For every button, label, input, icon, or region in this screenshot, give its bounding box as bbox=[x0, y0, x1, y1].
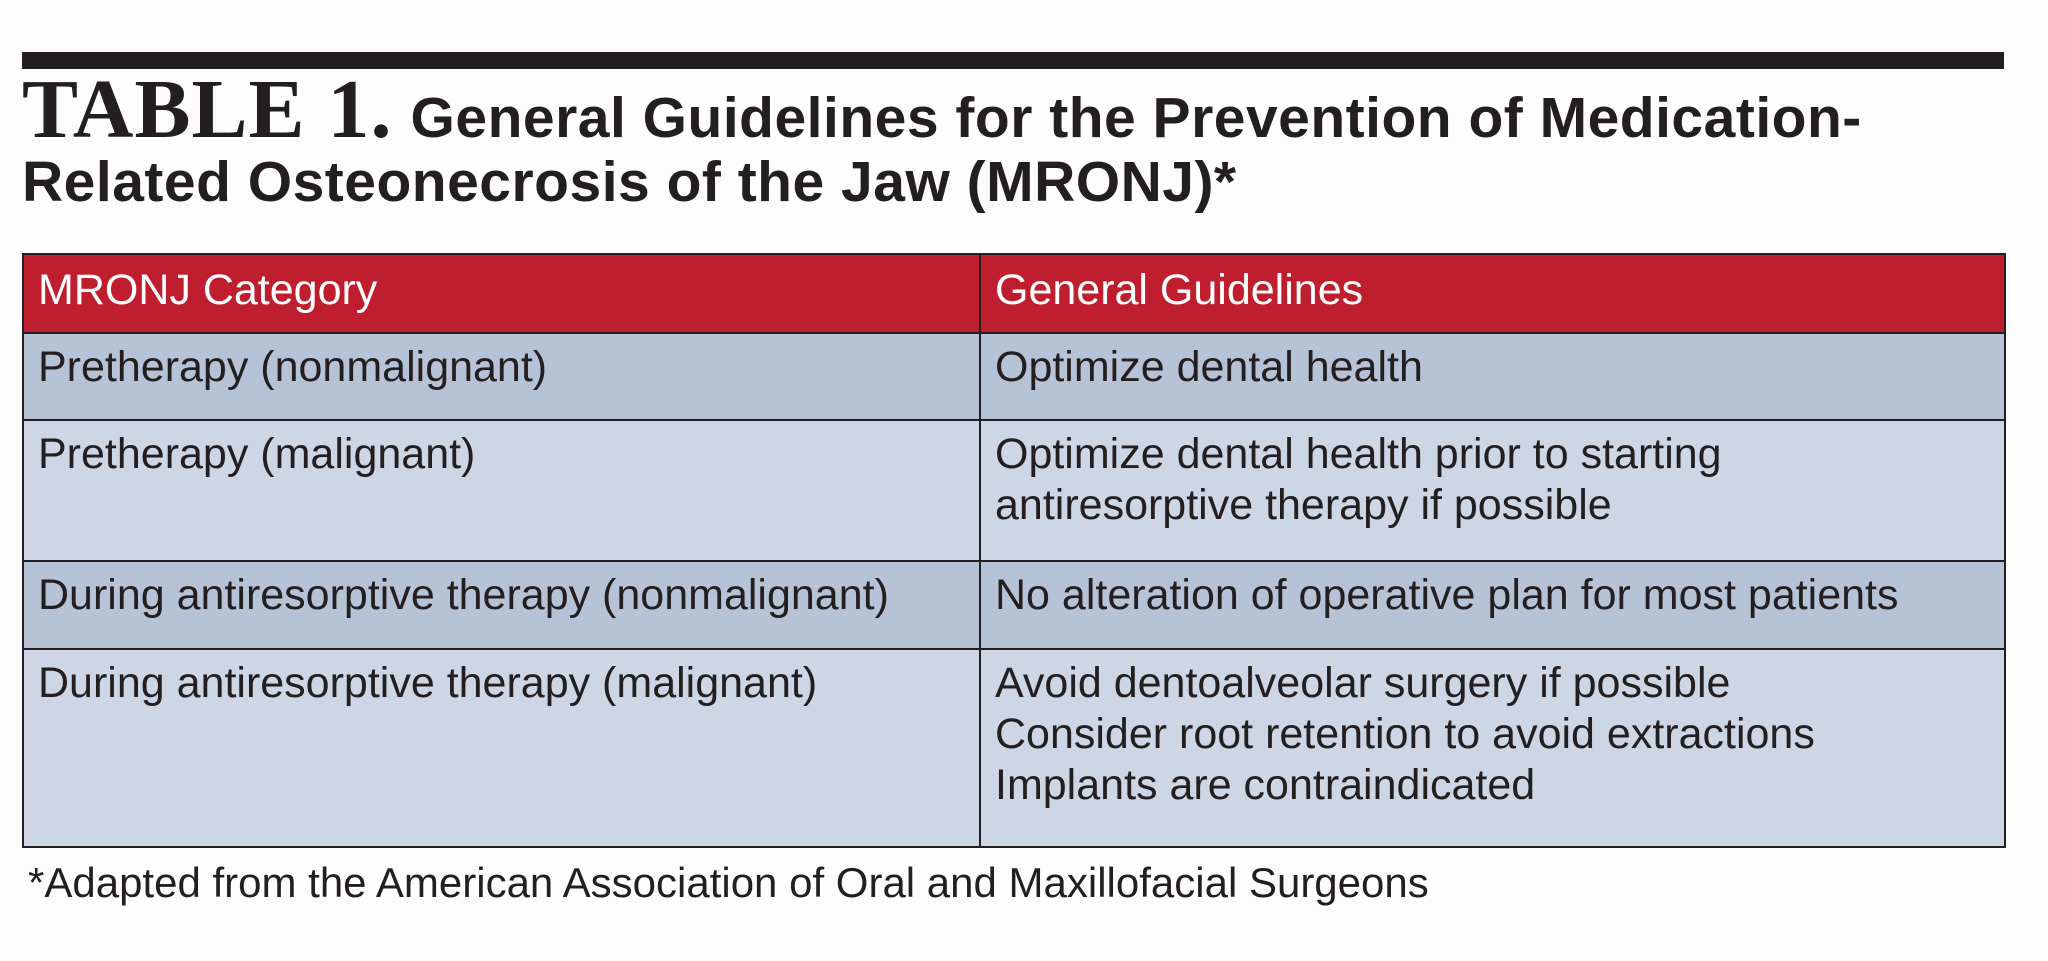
table-header-row bbox=[23, 254, 2005, 333]
guideline-line: Avoid dentoalveolar surgery if possible bbox=[995, 659, 1731, 707]
category-cell: During antiresorptive therapy (nonmalignant) bbox=[23, 561, 980, 649]
table-row bbox=[23, 649, 2005, 847]
header-general-guidelines: General Guidelines bbox=[980, 254, 2005, 333]
guideline-line: antiresorptive therapy if possible bbox=[995, 481, 1612, 529]
guideline-line: Optimize dental health bbox=[995, 343, 1423, 391]
table-number-label: TABLE 1. bbox=[22, 63, 393, 156]
table-row bbox=[23, 420, 2005, 561]
table-title bbox=[22, 63, 2012, 214]
category-cell: Pretherapy (malignant) bbox=[23, 420, 980, 561]
guidelines-table bbox=[22, 253, 2006, 848]
guideline-line: Implants are contraindicated bbox=[995, 761, 1536, 809]
category-cell: During antiresorptive therapy (malignant) bbox=[23, 649, 980, 847]
guideline-line: No alteration of operative plan for most patients bbox=[995, 571, 1899, 619]
guidelines-cell bbox=[980, 420, 2005, 561]
guideline-line: Consider root retention to avoid extractions bbox=[995, 710, 1815, 758]
header-mronj-category: MRONJ Category bbox=[23, 254, 980, 333]
table-footnote: *Adapted from the American Association of Oral and Maxillofacial Surgeons bbox=[28, 859, 1429, 906]
table-title-text: General Guidelines for the Prevention of Medication-Related Osteonecrosis of the Jaw (MRONJ)* bbox=[22, 86, 1862, 214]
guidelines-cell bbox=[980, 561, 2005, 649]
guideline-line: Optimize dental health prior to starting bbox=[995, 430, 1722, 478]
table-row bbox=[23, 561, 2005, 649]
table-row bbox=[23, 333, 2005, 420]
guidelines-cell bbox=[980, 333, 2005, 420]
guidelines-cell bbox=[980, 649, 2005, 847]
category-cell: Pretherapy (nonmalignant) bbox=[23, 333, 980, 420]
